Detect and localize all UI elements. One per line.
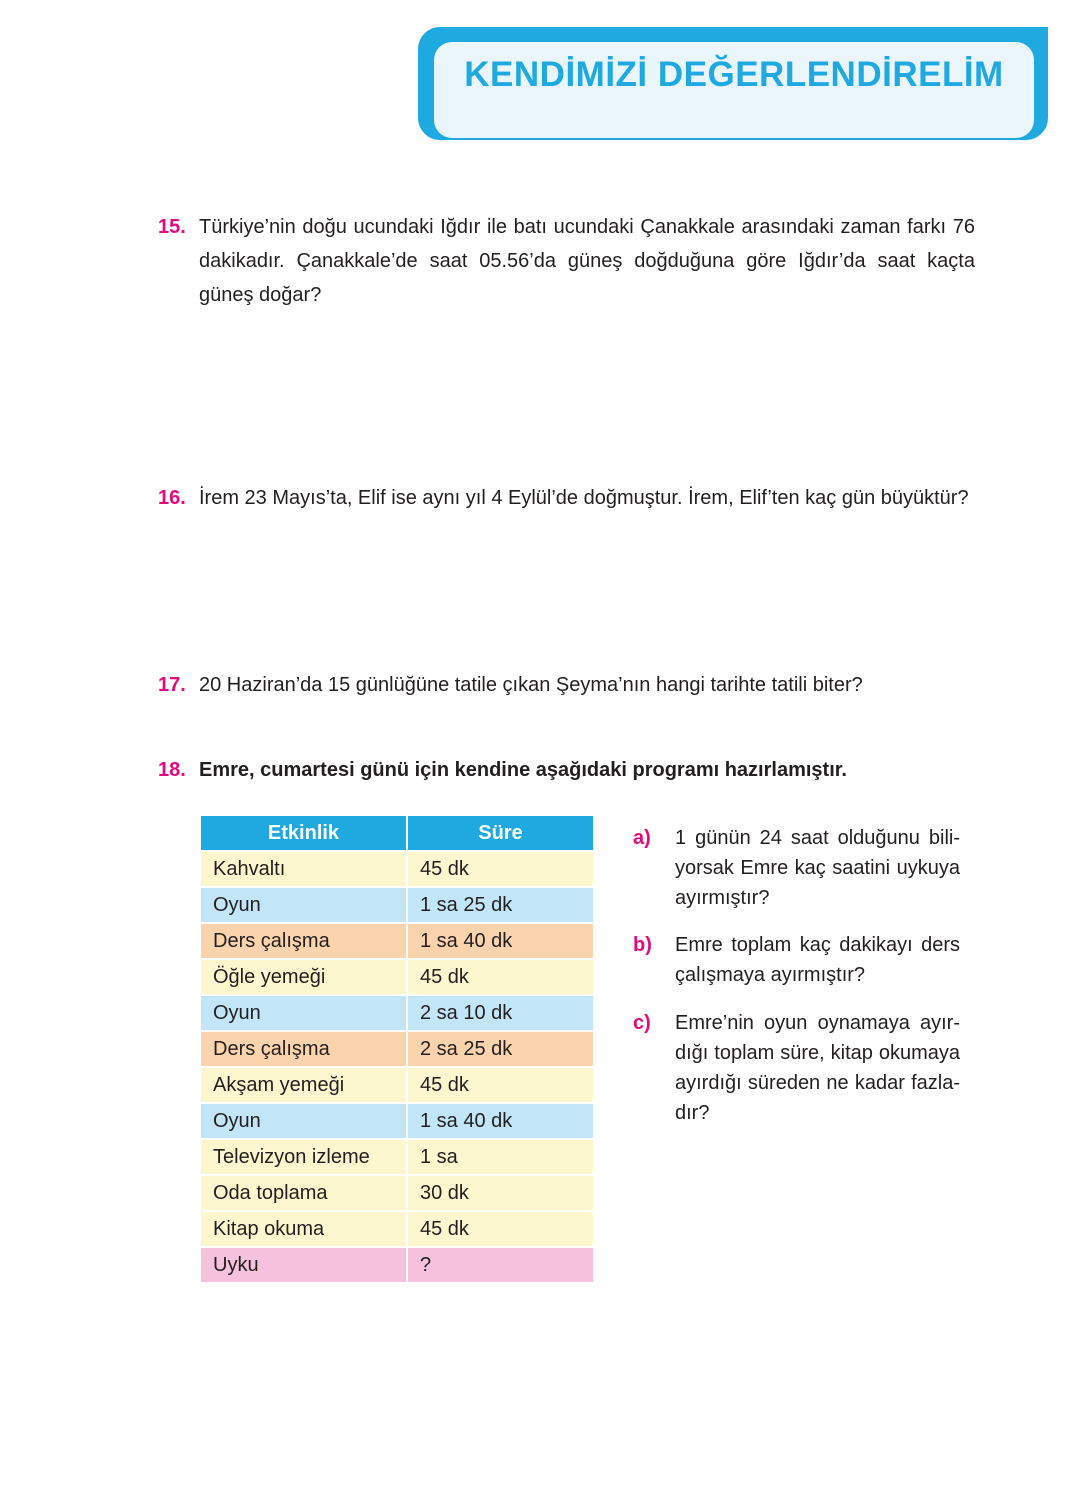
table-row bbox=[200, 1031, 594, 1067]
activity-cell: Uyku bbox=[200, 1247, 407, 1283]
activity-cell: Oyun bbox=[200, 1103, 407, 1139]
question-16 bbox=[158, 481, 978, 515]
table-row bbox=[200, 1211, 594, 1247]
activity-cell: Ders çalışma bbox=[200, 923, 407, 959]
table-header-row bbox=[200, 815, 594, 851]
activity-cell: Televizyon izleme bbox=[200, 1139, 407, 1175]
duration-cell: 2 sa 25 dk bbox=[407, 1031, 594, 1067]
duration-cell: 45 dk bbox=[407, 851, 594, 887]
question-number: 16. bbox=[158, 487, 186, 509]
question-15 bbox=[158, 210, 975, 312]
question-text: Emre, cumartesi günü için kendine aşağıdaki programı hazırlamıştır. bbox=[199, 759, 847, 781]
subquestion-label: c) bbox=[633, 1012, 651, 1034]
table-row bbox=[200, 887, 594, 923]
activity-cell: Kahvaltı bbox=[200, 851, 407, 887]
subquestion-label: a) bbox=[633, 827, 651, 849]
subquestion-text: Emre toplam kaç dakikayı ders çalışmaya ayırmıştır? bbox=[675, 934, 960, 986]
duration-cell: 45 dk bbox=[407, 959, 594, 995]
banner bbox=[434, 42, 1034, 138]
subquestion-label: b) bbox=[633, 934, 652, 956]
duration-cell: ? bbox=[407, 1247, 594, 1283]
activity-cell: Kitap okuma bbox=[200, 1211, 407, 1247]
subquestion-a bbox=[633, 823, 960, 915]
table-row bbox=[200, 1139, 594, 1175]
column-header-duration: Süre bbox=[407, 815, 594, 851]
duration-cell: 1 sa bbox=[407, 1139, 594, 1175]
question-text: 20 Haziran’da 15 günlüğüne tatile çıkan Şeyma’nın hangi tarihte tatili biter? bbox=[199, 674, 863, 696]
table-row bbox=[200, 995, 594, 1031]
subquestion-c bbox=[633, 1008, 960, 1130]
table-row bbox=[200, 1175, 594, 1211]
duration-cell: 1 sa 40 dk bbox=[407, 1103, 594, 1139]
duration-cell: 45 dk bbox=[407, 1211, 594, 1247]
question-17 bbox=[158, 668, 978, 702]
activity-cell: Oyun bbox=[200, 995, 407, 1031]
table-row bbox=[200, 923, 594, 959]
subquestion-b bbox=[633, 930, 960, 992]
table-row bbox=[200, 959, 594, 995]
duration-cell: 2 sa 10 dk bbox=[407, 995, 594, 1031]
activity-cell: Oda toplama bbox=[200, 1175, 407, 1211]
table-row bbox=[200, 1103, 594, 1139]
table-row bbox=[200, 1067, 594, 1103]
column-header-activity: Etkinlik bbox=[200, 815, 407, 851]
question-18 bbox=[158, 753, 978, 787]
question-number: 18. bbox=[158, 759, 186, 781]
question-number: 15. bbox=[158, 216, 186, 238]
duration-cell: 1 sa 40 dk bbox=[407, 923, 594, 959]
duration-cell: 1 sa 25 dk bbox=[407, 887, 594, 923]
page-title: KENDİMİZİ DEĞERLENDİRELİM bbox=[464, 55, 1004, 94]
program-table bbox=[199, 814, 595, 1284]
activity-cell: Ders çalışma bbox=[200, 1031, 407, 1067]
duration-cell: 45 dk bbox=[407, 1067, 594, 1103]
activity-cell: Öğle yemeği bbox=[200, 959, 407, 995]
table-row bbox=[200, 851, 594, 887]
subquestion-text: Emre’nin oyun oynamaya ayır-dığı toplam süre, kitap okumaya ayırdığı süreden ne kadar fazla-dır? bbox=[675, 1012, 960, 1124]
question-text: Türkiye’nin doğu ucundaki Iğdır ile batı ucundaki Çanakkale arasındaki zaman farkı 76 dakikadır. Çanakkale’de saat 05.56’da güneş doğduğuna göre Iğdır’da saat kaçta güneş doğar? bbox=[199, 216, 975, 306]
question-text: İrem 23 Mayıs’ta, Elif ise aynı yıl 4 Eylül’de doğmuştur. İrem, Elif’ten kaç gün büyüktür? bbox=[199, 487, 969, 509]
duration-cell: 30 dk bbox=[407, 1175, 594, 1211]
activity-cell: Oyun bbox=[200, 887, 407, 923]
subquestion-text: 1 günün 24 saat olduğunu bili-yorsak Emre kaç saatini uykuya ayırmıştır? bbox=[675, 827, 960, 909]
table-row bbox=[200, 1247, 594, 1283]
activity-cell: Akşam yemeği bbox=[200, 1067, 407, 1103]
question-number: 17. bbox=[158, 674, 186, 696]
